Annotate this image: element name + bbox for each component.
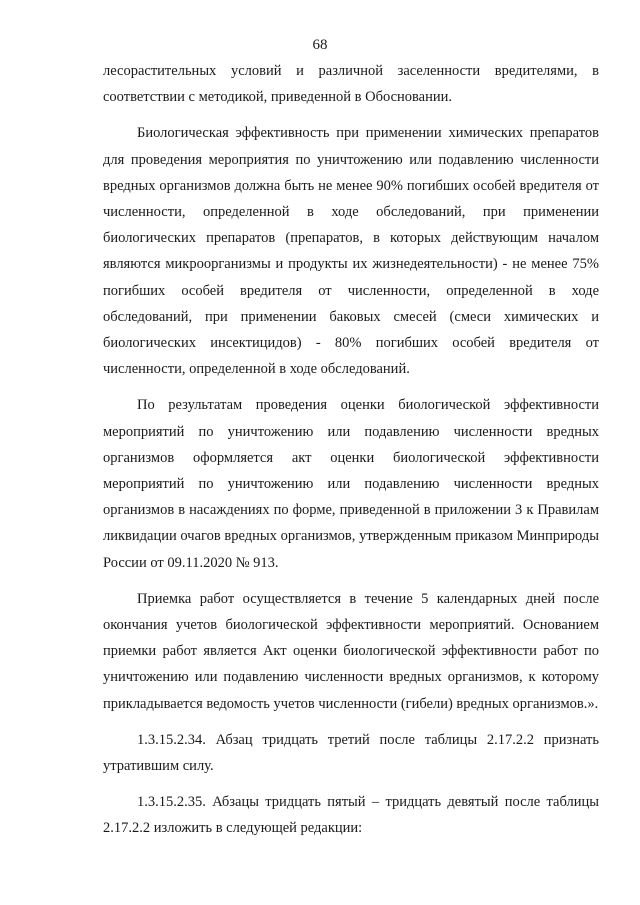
document-body [103,58,599,842]
paragraph-clause-35: 1.3.15.2.35. Абзацы тридцать пятый – тридцать девятый после таблицы 2.17.2.2 изложить в следующей редакции: [103,794,599,837]
paragraph-assessment-act: По результатам проведения оценки биологической эффективности мероприятий по уничтожению или подавлению численности вредных организмов оформляется акт оценки биологической эффективности мероприятий по уничтожению или подавлению численности вредных организмов в насаждениях по форме, приведенной в приложении 3 к Правилам ликвидации очагов вредных организмов, утвержденным приказом Минприроды России от 09.11.2020 № 913. [103,397,599,571]
paragraph-biological-efficiency: Биологическая эффективность при применении химических препаратов для проведения мероприятия по уничтожению или подавлению численности вредных организмов должна быть не менее 90% погибших особей вредителя от численности, определенной в ходе обследований, при применении биологических препаратов (препаратов, в которых действующим началом являются микроорганизмы и продукты их жизнедеятельности) - не менее 75% погибших особей вредителя от численности, определенной в ходе обследований, при применении баковых смесей (смеси химических и биологических инсектицидов) - 80% погибших особей вредителя от численности, определенной в ходе обследований. [103,125,599,378]
paragraph-work-acceptance: Приемка работ осуществляется в течение 5 календарных дней после окончания учетов биологической эффективности мероприятий. Основанием приемки работ является Акт оценки биологической эффективности работ по уничтожению или подавлению численности вредных организмов, к которому прикладывается ведомость учетов численности (гибели) вредных организмов.». [103,590,599,712]
paragraph-methodology: лесорастительных условий и различной заселенности вредителями, в соответствии с методикой, приведенной в Обосновании. [103,63,599,106]
page-number: 68 [312,37,328,53]
paragraph-clause-34: 1.3.15.2.34. Абзац тридцать третий после таблицы 2.17.2.2 признать утратившим силу. [103,731,599,775]
